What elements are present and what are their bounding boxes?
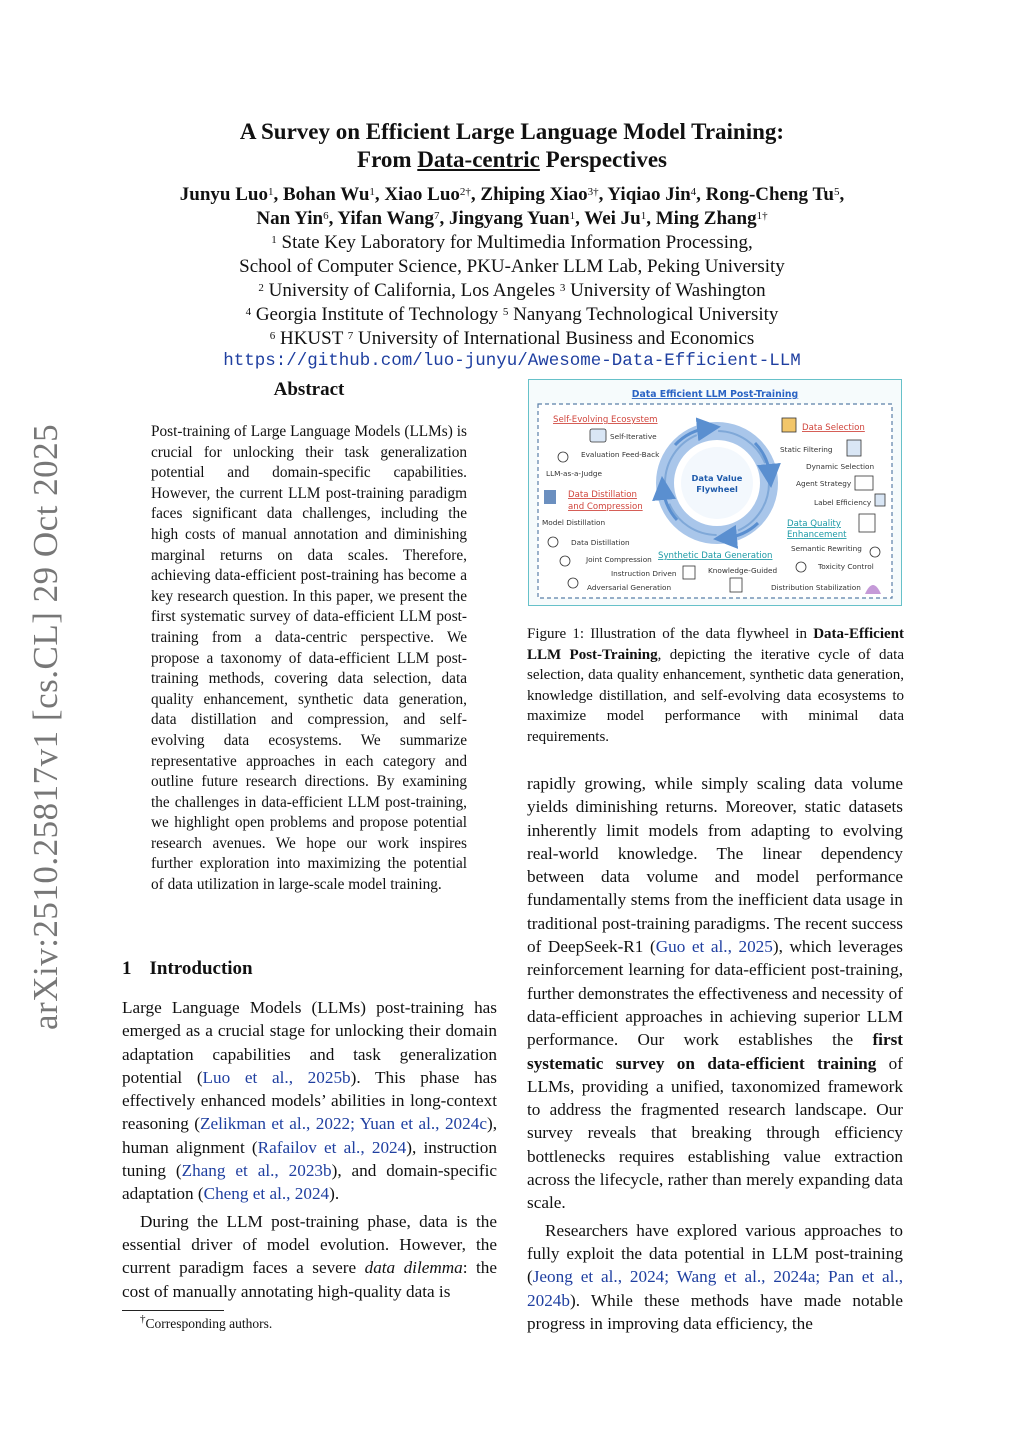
category-quality-1: Data Quality [787,519,841,529]
item-evaluation-feedback: Evaluation Feed-Back [581,450,660,459]
item-joint-compression: Joint Compression [586,555,652,564]
item-static-filtering: Static Filtering [780,445,833,454]
author: Jingyang Yuan [449,208,570,229]
github-link[interactable]: https://github.com/luo-junyu/Awesome-Data-Efficient-LLM [223,351,801,371]
citation-link[interactable]: Guo et al., 2025 [655,937,773,957]
flywheel-center [681,447,753,519]
author-line-1: Junyu Luo$^1$, Bohan Wu$^1$, Xiao Luo$^{2\dagger}$, Zhiping Xiao$^{3\dagger}$, Yiqiao Jin$^4$, Rong-Cheng Tu$^5$, [179,184,845,205]
author-line-2: Nan Yin$^6$, Yifan Wang$^7$, Jingyang Yuan$^1$, Wei Ju$^1$, Ming Zhang$^{1\dagger}$ [256,208,768,229]
intro-paragraph-2: During the LLM post-training phase, data is the essential driver of model evolution. However, the current paradigm faces a severe data dilemma: the cost of manually annotating high-quality data is [122,1211,497,1301]
section-heading-introduction: 1 Introduction [122,958,253,979]
quality-icon [859,514,875,532]
author: Yifan Wang [337,208,435,229]
affiliations [0,231,1024,351]
affiliation-1b: School of Computer Science, PKU-Anker LLM Lab, Peking University [239,256,785,277]
item-distribution-stabilization: Distribution Stabilization [771,583,861,592]
author: Ming Zhang [655,208,757,229]
item-instruction-driven: Instruction Driven [611,569,677,578]
item-adversarial-generation: Adversarial Generation [587,583,672,592]
item-agent-strategy: Agent Strategy [796,479,852,488]
abstract-heading: Abstract [273,379,345,400]
citation-link[interactable]: Zelikman et al., 2022; Yuan et al., 2024c [200,1114,487,1134]
author: Xiao Luo [384,184,460,205]
footnote: †Corresponding authors. [140,1313,273,1331]
author: Bohan Wu [282,184,370,205]
item-toxicity-control: Toxicity Control [818,562,874,571]
item-data-distillation: Data Distillation [571,538,630,547]
author: Rong-Cheng Tu [705,184,834,205]
grid-icon [855,476,873,490]
label-icon [875,494,885,506]
intro-paragraph-1: Large Language Models (LLMs) post-training has emerged as a crucial stage for unlocking their domain adaptation capabilities and task generalization potential (Luo et al., 2025b). This phase has effectively enhanced models’ abilities in long-context reasoning (Zelikman et al., 2022; Yuan et al., 2024c), human alignment (Rafailov et al., 2024), instruction tuning (Zhang et al., 2023b), and domain-specific adaptation (Cheng et al., 2024). [122,998,497,1204]
item-dynamic-selection: Dynamic Selection [806,462,875,471]
right-column-body [527,772,903,1335]
category-self-evolving: Self-Evolving Ecosystem [553,415,658,425]
affiliation-1: $^1$ State Key Laboratory for Multimedia Information Processing, [271,232,753,253]
left-column-body [122,996,497,1303]
robot-icon [590,429,606,442]
citation-link[interactable]: Zhang et al., 2023b [181,1161,332,1181]
author: Yiqiao Jin [607,184,691,205]
author: Junyu Luo [179,184,268,205]
filter-icon [782,418,796,432]
figure-title: Data Efficient LLM Post-Training [631,389,799,400]
citation-link[interactable]: Jeong et al., 2024; Wang et al., 2024a; Pan et al., 2024b [527,1267,903,1310]
category-quality-2: Enhancement [787,530,847,540]
flywheel-diagram [529,380,901,605]
document-icon [683,566,695,579]
paper-title [0,118,1024,174]
citation-link[interactable]: Cheng et al., 2024 [203,1184,330,1204]
title-line-2: From Data-centric Perspectives [357,147,667,172]
citation-link[interactable]: Rafailov et al., 2024 [257,1137,407,1157]
abstract-text: Post-training of Large Language Models (LLMs) is crucial for unlocking their task generalization potential and domain-specific capabilities. However, the current LLM post-training paradigm faces significant data challenges, including the high costs of manual annotation and diminishing marginal returns on data scales. Therefore, achieving data-efficient post-training has become a key research question. In this paper, we present the first systematic survey of data-efficient LLM post-training from a data-centric perspective. We propose a taxonomy of data-efficient LLM post-training methods, covering data selection, data quality enhancement, synthetic data generation, data distillation and compression, and self-evolving data ecosystems. We summarize representative approaches in each category and outline future research directions. By examining the challenges in data-efficient LLM post-training, we highlight open problems and propose potential research avenues. We hope our work inspires further exploration into maximizing the potential of data utilization in large-scale model training. [151,423,467,894]
author: Zhiping Xiao [480,184,588,205]
right-paragraph-1: rapidly growing, while simply scaling data volume yields diminishing returns. Moreover, static datasets inherently limit models from adapting to evolving real-world knowledge. The linear dependency between data volume and model performance fundamentally stems from the inefficient data usage in traditional post-training paradigms. The recent success of DeepSeek-R1 (Guo et al., 2025), which leverages reinforcement learning for data-efficient post-training, further demonstrates the effectiveness and necessity of data-efficient approaches in achieving superior LLM performance. Our work establishes the first systematic survey on data-efficient training of LLMs, providing a unified, taxonomized framework to address the fragmented research landscape. Our survey reveals that breaking through efficiency bottlenecks requires establishing value extraction across the lifecycle, rather than merely expanding data scale. [527,774,903,1213]
item-label-efficiency: Label Efficiency [814,498,872,507]
category-synthetic: Synthetic Data Generation [658,551,773,561]
affiliation-2-3: $^2$ University of California, Los Angeles $^3$ University of Washington [258,280,766,301]
building-icon [847,440,861,456]
book-icon [730,578,742,592]
figure-1-data-flywheel [528,379,902,606]
center-label-2: Flywheel [696,484,738,494]
author: Nan Yin [256,208,324,229]
item-semantic-rewriting: Semantic Rewriting [791,544,862,553]
item-model-distillation: Model Distillation [542,518,606,527]
affiliation-4-5: $^4$ Georgia Institute of Technology $^5$ Nanyang Technological University [245,304,779,325]
title-line-1: A Survey on Efficient Large Language Model Training: [239,119,785,144]
arxiv-identifier: arXiv:2510.25817v1 [cs.CL] 29 Oct 2025 [26,423,65,1030]
figure-1-caption: Figure 1: Illustration of the data flywheel in Data-Efficient LLM Post-Training, depicting the iterative cycle of data selection, data quality enhancement, synthetic data generation, knowledge distillation, and self-evolving data ecosystems to maximize model performance with minimal data requirements. [527,626,904,745]
footnote-rule [122,1310,224,1311]
author-list [0,183,1024,231]
center-label-1: Data Value [691,473,743,483]
category-data-selection: Data Selection [802,423,865,433]
category-distillation-2: and Compression [568,502,643,512]
author: Wei Ju [584,208,641,229]
item-llm-as-judge: LLM-as-a-Judge [546,469,603,478]
affiliation-6-7: $^6$ HKUST $^7$ University of International Business and Economics [269,328,755,349]
item-knowledge-guided: Knowledge-Guided [708,566,778,575]
citation-link[interactable]: Luo et al., 2025b [202,1067,351,1087]
item-self-iterative: Self-Iterative [610,432,657,441]
right-paragraph-2: Researchers have explored various approaches to fully exploit the data potential in LLM post-training (Jeong et al., 2024; Wang et al., 2024a; Pan et al., 2024b). While these methods have made notable progress in improving data efficiency, the [527,1220,903,1333]
database-icon [544,490,556,504]
category-distillation-1: Data Distillation [568,490,637,500]
